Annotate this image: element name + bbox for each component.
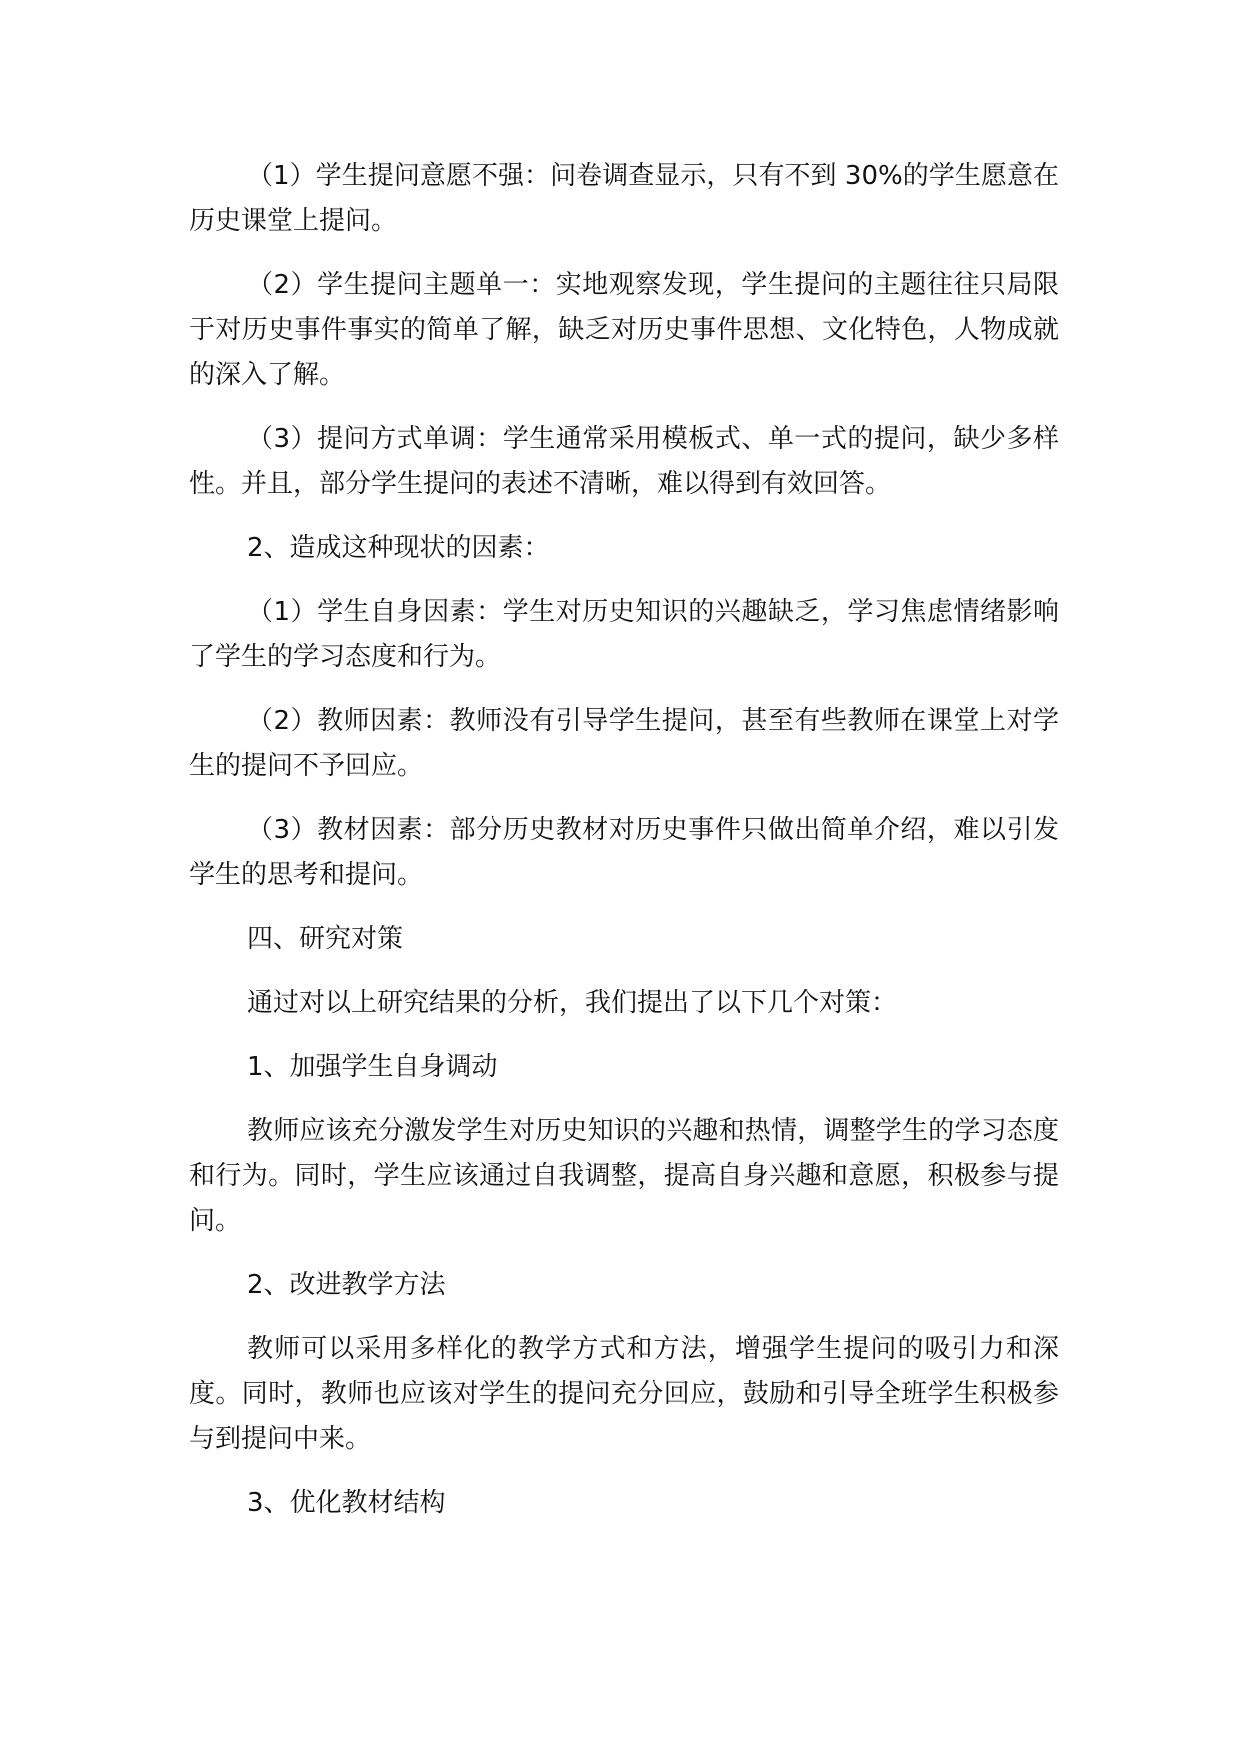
document-body [189, 154, 1059, 1545]
heading-strategy-3: 3、优化教材结构 [247, 1488, 446, 1518]
paragraph-cause-textbook: （3）教材因素：部分历史教材对历史事件只做出简单介绍，难以引发学生的思考和提问。 [189, 815, 1059, 890]
paragraph-strategies-intro: 通过对以上研究结果的分析，我们提出了以下几个对策： [247, 988, 898, 1018]
heading-causes: 2、造成这种现状的因素： [247, 533, 550, 563]
paragraph-problem-willingness: （1）学生提问意愿不强：问卷调查显示，只有不到 30%的学生愿意在历史课堂上提问。 [189, 161, 1059, 236]
section-heading-strategies: 四、研究对策 [247, 924, 404, 954]
paragraph-strategy-2: 教师可以采用多样化的教学方式和方法，增强学生提问的吸引力和深度。同时，教师也应该对学生的提问充分回应，鼓励和引导全班学生积极参与到提问中来。 [189, 1334, 1059, 1454]
paragraph-cause-student: （1）学生自身因素：学生对历史知识的兴趣缺乏，学习焦虑情绪影响了学生的学习态度和行为。 [189, 597, 1059, 672]
paragraph-cause-teacher: （2）教师因素：教师没有引导学生提问，甚至有些教师在课堂上对学生的提问不予回应。 [189, 706, 1059, 781]
paragraph-problem-method: （3）提问方式单调：学生通常采用模板式、单一式的提问，缺少多样性。并且，部分学生提问的表述不清晰，难以得到有效回答。 [189, 424, 1059, 499]
heading-strategy-2: 2、改进教学方法 [247, 1270, 446, 1300]
paragraph-strategy-1: 教师应该充分激发学生对历史知识的兴趣和热情，调整学生的学习态度和行为。同时，学生应该通过自我调整，提高自身兴趣和意愿，积极参与提问。 [189, 1116, 1059, 1236]
heading-strategy-1: 1、加强学生自身调动 [247, 1052, 498, 1082]
paragraph-problem-topic: （2）学生提问主题单一：实地观察发现，学生提问的主题往往只局限于对历史事件事实的简单了解，缺乏对历史事件思想、文化特色，人物成就的深入了解。 [189, 270, 1059, 390]
